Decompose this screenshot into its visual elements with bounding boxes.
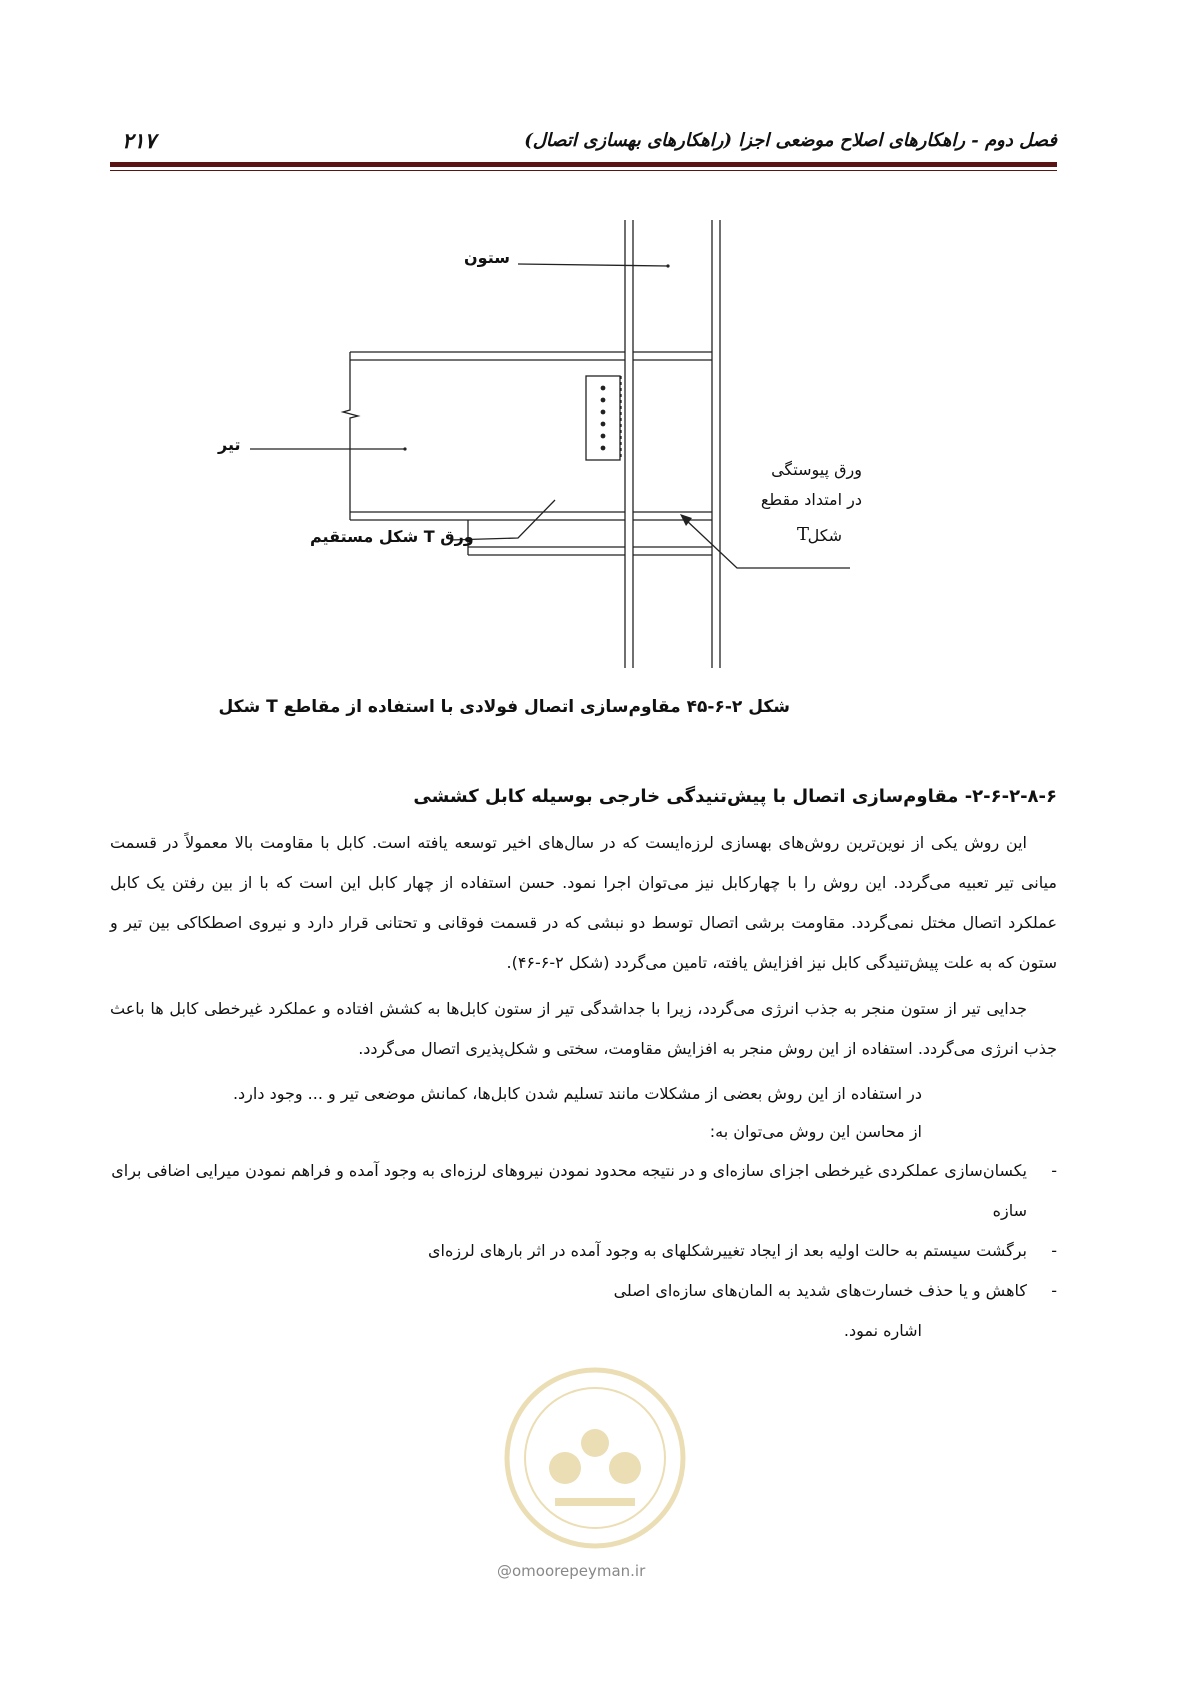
leader-column xyxy=(518,264,668,266)
label-continuity-line2: در امتداد مقطع xyxy=(760,490,862,509)
bolt xyxy=(601,422,606,427)
problems-line: در استفاده از این روش بعضی از مشکلات مانند تسلیم شدن کابل‌ها، کمانش موضعی تیر و ... وجود دارد. xyxy=(232,1084,922,1103)
list-item-text: برگشت سیستم به حالت اولیه بعد از ایجاد تغییرشکلهای به وجود آمده در اثر بارهای لرزه‌ای xyxy=(427,1241,1027,1260)
bolt xyxy=(601,386,606,391)
list-item xyxy=(110,1231,1057,1271)
bolt xyxy=(601,410,606,415)
section-body xyxy=(110,786,1057,1351)
paragraph: این روش یکی از نوین‌ترین روش‌های بهسازی لرزه‌ایست که در سال‌های اخیر توسعه یافته است. کابل با مقاومت بالا معمولاً در قسمت میانی تیر تعبیه می‌گردد. این روش را با چهارکابل نیز می‌توان اجرا نمود. حسن استفاده از چهار کابل این است که با از بین رفتن یک کابل عملکرد اتصال مختل نمی‌گردد. مقاومت برشی اتصال توسط دو نبشی که در قسمت فوقانی و تحتانی قرار دارد و نیروی اصطکاکی بین تیر و ستون که به علت پیش‌تنیدگی کابل نیز افزایش یافته، تامین می‌گردد (شکل ۲-۶-۴۶). xyxy=(110,833,1057,972)
figure-caption: شکل ۲-۶-۴۵ مقاوم‌سازی اتصال فولادی با استفاده از مقاطع T شکل xyxy=(218,697,790,717)
label-column: ستون xyxy=(464,248,510,267)
label-t-plate: ورق T شکل مستقیم xyxy=(310,527,474,546)
connection-figure xyxy=(200,220,960,680)
watermark-logo xyxy=(480,1348,710,1648)
paragraph: جدایی تیر از ستون منجر به جذب انرژی می‌گردد، زیرا با جداشدگی تیر از ستون کابل‌ها به کشش افتاده و عملکرد غیرخطی کابل ها باعث جذب انرژی می‌گردد. استفاده از این روش منجر به افزایش مقاومت، سختی و شکل‌پذیری اتصال می‌گردد. xyxy=(110,999,1057,1058)
label-continuity-line1: ورق پیوستگی xyxy=(771,460,862,479)
list-item-text: کاهش و یا حذف خسارت‌های شدید به المان‌های سازه‌ای اصلی xyxy=(613,1281,1027,1300)
page-number: ۲۱۷ xyxy=(122,128,156,153)
watermark-seal xyxy=(480,1348,710,1558)
leader-column-dot xyxy=(666,264,669,267)
advantages-intro: از محاسن این روش می‌توان به: xyxy=(709,1122,922,1141)
section-heading: ۲-۶-۲-۸-۶- مقاوم‌سازی اتصال با پیش‌تنیدگی خارجی بوسیله کابل کششی xyxy=(413,786,1057,807)
label-continuity-line3: شکل xyxy=(807,526,842,545)
label-beam: تیر xyxy=(218,435,241,454)
bullet-dash: - xyxy=(1051,1161,1057,1180)
beam-break-line xyxy=(343,352,358,520)
closing-line: اشاره نمود. xyxy=(843,1321,922,1340)
bolt xyxy=(601,446,606,451)
page-header xyxy=(110,126,1057,160)
bullet-dash: - xyxy=(1051,1281,1057,1300)
bullet-dash: - xyxy=(1051,1241,1057,1260)
watermark-url: @omoorepeyman.ir xyxy=(497,1562,646,1580)
bolt xyxy=(601,434,606,439)
connection-drawing xyxy=(200,220,960,680)
header-rule-thick xyxy=(110,162,1057,167)
list-item xyxy=(110,1151,1057,1231)
leader-beam-dot xyxy=(403,447,406,450)
list-item-text: یکسان‌سازی عملکردی غیرخطی اجزای سازه‌ای و در نتیجه محدود نمودن نیروهای لرزه‌ای به وجود آمده و فراهم نمودن میرایی اضافی برای سازه xyxy=(111,1161,1027,1220)
list-item xyxy=(110,1271,1057,1311)
bolt xyxy=(601,398,606,403)
label-continuity-letter: T xyxy=(797,524,810,545)
chapter-title: فصل دوم - راهکارهای اصلاح موضعی اجزا (راهکارهای بهسازی اتصال) xyxy=(524,130,1057,151)
header-rule-thin xyxy=(110,170,1057,171)
